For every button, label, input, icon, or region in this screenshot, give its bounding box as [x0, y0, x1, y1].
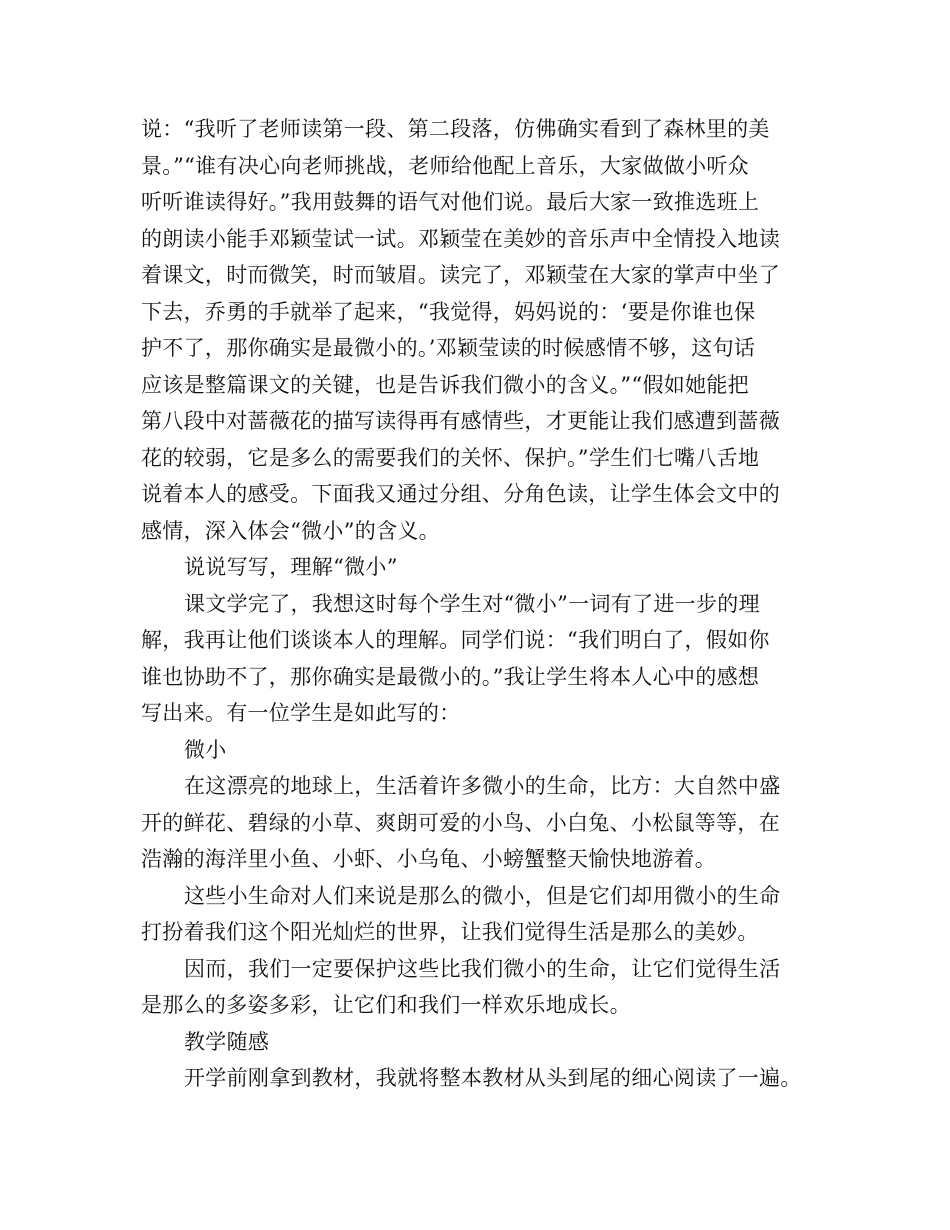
text-line: 景。”“谁有决心向老师挑战，老师给他配上音乐，大家做做小听众 — [141, 153, 749, 178]
text-line: 浩瀚的海洋里小鱼、小虾、小乌龟、小螃蟹整天愉快地游着。 — [141, 847, 717, 871]
text-line: 应该是整篇课文的关键，也是告诉我们微小的含义。”“假如她能把 — [141, 372, 749, 397]
text-line: 说着本人的感受。下面我又通过分组、分角色读，让学生体会文中的 — [141, 482, 780, 506]
text-line: 说说写写，理解“微小” — [184, 555, 398, 579]
text-line: 教学随感 — [184, 1029, 270, 1054]
text-line: 写出来。有一位学生是如此写的： — [141, 701, 461, 725]
document-body — [141, 111, 830, 1097]
text-line: 的朗读小能手邓颖莹试一试。邓颖莹在美妙的音乐声中全情投入地读 — [141, 226, 780, 251]
text-line: 着课文，时而微笑，时而皱眉。读完了，邓颖莹在大家的掌声中坐了 — [141, 263, 780, 287]
text-line: 开的鲜花、碧绿的小草、爽朗可爱的小鸟、小白兔、小松鼠等等，在 — [141, 810, 780, 835]
text-line: 解，我再让他们谈谈本人的理解。同学们说：“我们明白了，假如你 — [141, 628, 770, 652]
text-line: 听听谁读得好。”我用鼓舞的语气对他们说。最后大家一致推选班上 — [141, 190, 760, 214]
text-line: 感情，深入体会“微小”的含义。 — [141, 518, 440, 543]
text-line: 是那么的多姿多彩，让它们和我们一样欢乐地成长。 — [141, 993, 631, 1017]
text-line: 在这漂亮的地球上，生活着许多微小的生命，比方：大自然中盛 — [184, 774, 781, 798]
text-line: 谁也协助不了，那你确实是最微小的。”我让学生将本人心中的感想 — [141, 664, 760, 689]
text-line: 开学前刚拿到教材，我就将整本教材从头到尾的细心阅读了一遍。 — [184, 1066, 802, 1090]
text-line: 微小 — [184, 737, 227, 762]
text-line: 打扮着我们这个阳光灿烂的世界，让我们觉得生活是那么的美妙。 — [141, 920, 759, 944]
text-line: 课文学完了，我想这时每个学生对“微小”一词有了进一步的理 — [184, 591, 760, 616]
text-line: 这些小生命对人们来说是那么的微小，但是它们却用微小的生命 — [184, 883, 781, 908]
text-line: 花的较弱，它是多么的需要我们的关怀、保护。”学生们七嘴八舌地 — [141, 445, 760, 470]
text-line: 因而，我们一定要保护这些比我们微小的生命，让它们觉得生活 — [184, 956, 781, 981]
text-line: 护不了，那你确实是最微小的。’邓颖莹读的时候感情不够，这句话 — [141, 336, 756, 360]
text-line: 第八段中对蔷薇花的描写读得再有感情些，才更能让我们感遭到蔷薇 — [141, 409, 780, 433]
text-line: 下去，乔勇的手就举了起来，“我觉得，妈妈说的：‘要是你谁也保 — [141, 299, 756, 324]
text-line: 说：“我听了老师读第一段、第二段落，仿佛确实看到了森林里的美 — [141, 117, 770, 141]
